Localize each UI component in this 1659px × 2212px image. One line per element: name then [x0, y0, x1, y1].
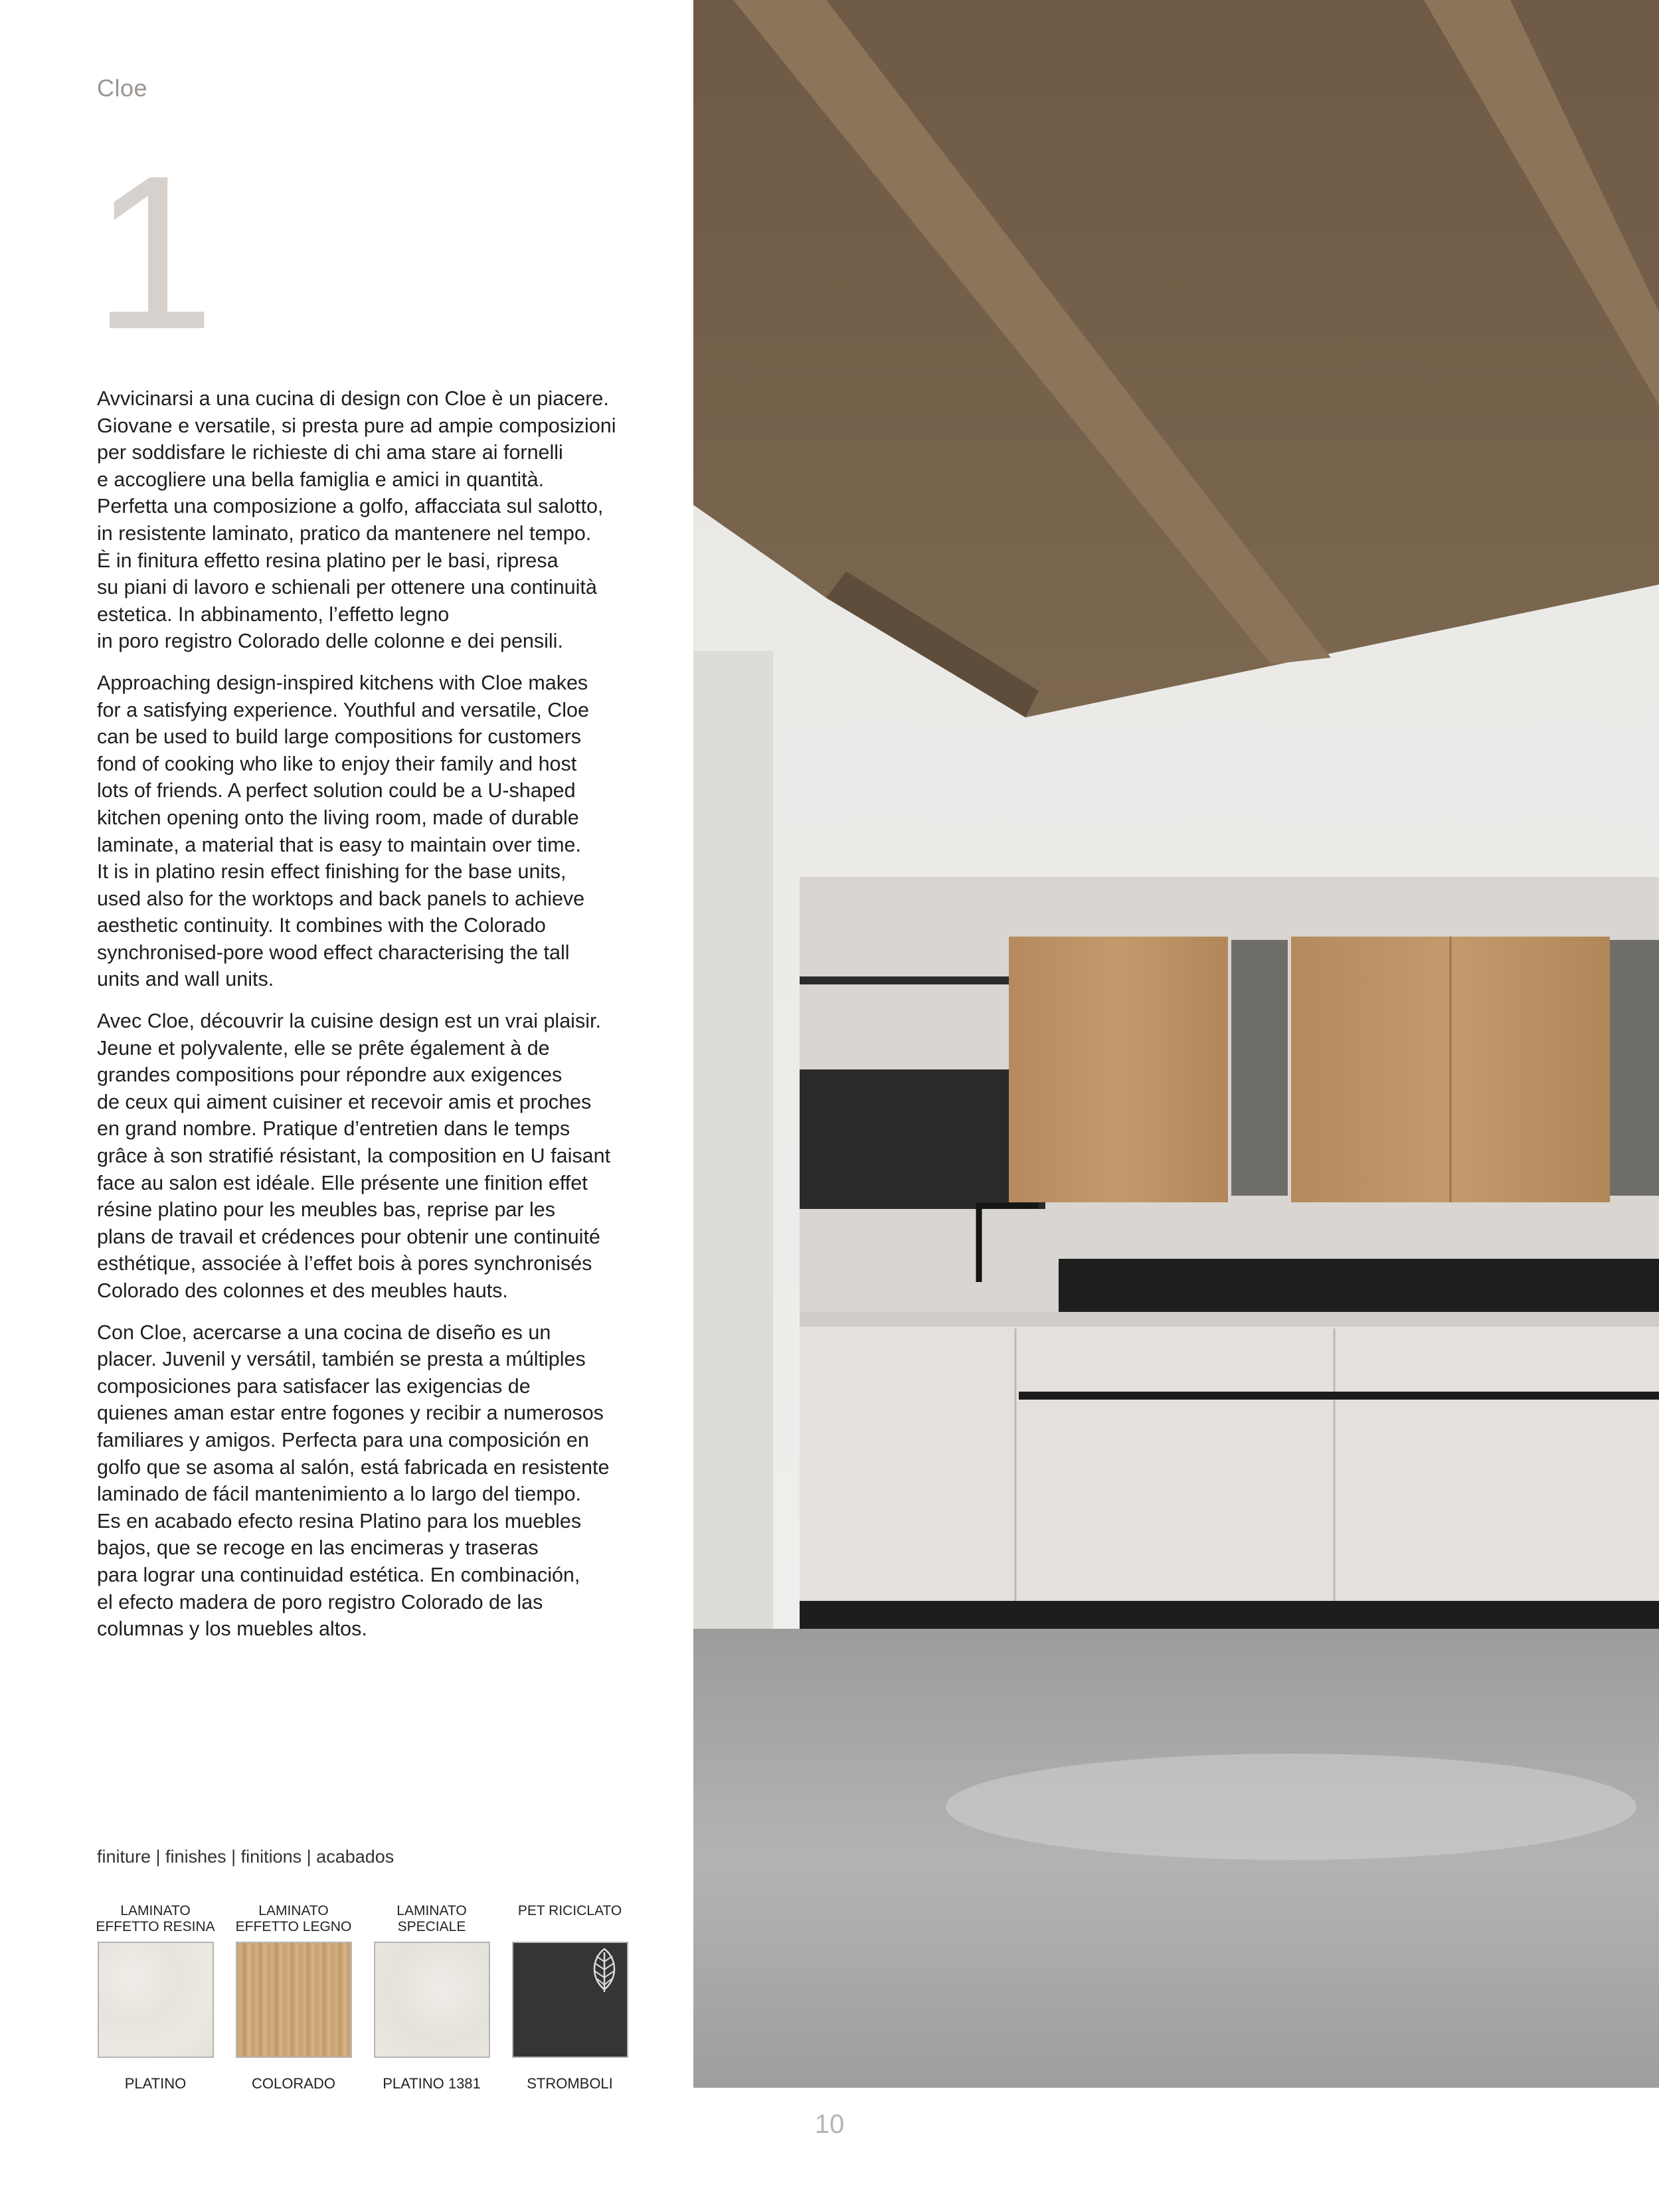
- paragraph-english: Approaching design-inspired kitchens with Cloe makes for a satisfying experience. Youthful and versatile, Cloe can be used to build large compositions for customers fond of cooking who like to enjoy their family and host lots of friends. A perfect solution could be a U-shaped kitchen opening onto the living room, made of durable laminate, a material that is easy to maintain over time. It is in platino resin effect finishing for the base units, used also for the worktops and back panels to achieve aesthetic continuity. It combines with the Colorado synchronised-pore wood effect characterising the tall units and wall units.: [97, 671, 589, 991]
- brand-label: Cloe: [97, 74, 148, 102]
- swatch-name: PLATINO: [124, 2075, 187, 2092]
- swatch-name: PLATINO 1381: [383, 2075, 481, 2092]
- leaf-icon: [586, 1947, 623, 1993]
- swatch-platino: [96, 1903, 215, 2092]
- swatch-name: STROMBOLI: [527, 2075, 613, 2092]
- swatch-chip: [98, 1942, 214, 2058]
- paragraph-spanish: Con Cloe, acercarse a una cocina de diseño es un placer. Juvenil y versátil, también se presta a múltiples composiciones para satisfacer las exigencias de quienes aman estar entre fogones y recibir a numerosos familiares y amigos. Perfecta para una composición en golfo que se asoma al salón, está fabricada en resistente laminado de fácil mantenimiento a lo largo del tiempo. Es en acabado efecto resina Platino para los muebles bajos, que se recoge en las encimeras y traseras para lograr una continuidad estética. En combinación, el efecto madera de poro registro Colorado de las columnas y los muebles altos.: [97, 1321, 610, 1641]
- swatch-category: LAMINATO EFFETTO RESINA: [96, 1903, 215, 1934]
- finish-swatches: [96, 1903, 640, 2092]
- swatch-chip: [374, 1942, 490, 2058]
- paragraph-italian: Avvicinarsi a una cucina di design con Cloe è un piacere. Giovane e versatile, si presta pure ad ampie composizioni per soddisfare le richieste di chi ama stare ai fornelli e accogliere una bella famiglia e amici in quantità. Perfetta una composizione a golfo, affacciata sul salotto, in resistente laminato, pratico da mantenere nel tempo. È in finitura effetto resina platino per le basi, ripresa su piani di lavoro e schienali per ottenere una continuità estetica. In abbinamento, l’effetto legno in poro registro Colorado delle colonne e dei pensili.: [97, 387, 616, 653]
- section-number: 1: [93, 130, 215, 375]
- swatch-chip: [236, 1942, 352, 2058]
- swatch-category: LAMINATO SPECIALE: [396, 1903, 467, 1934]
- swatch-chip: [512, 1942, 628, 2058]
- swatch-stromboli: [510, 1903, 630, 2092]
- paragraph-french: Avec Cloe, découvrir la cuisine design est un vrai plaisir. Jeune et polyvalente, elle se prête également à de grandes compositions pour répondre aux exigences de ceux qui aiment cuisiner et recevoir amis et proches en grand nombre. Pratique d’entretien dans le temps grâce à son stratifié résistant, la composition en U faisant face au salon est idéale. Elle présente une finition effet résine platino pour les meubles bas, reprise par les plans de travail et crédences pour obtenir une continuité esthétique, associée à l’effet bois à pores synchronisés Colorado des colonnes et des meubles hauts.: [97, 1010, 611, 1302]
- swatch-category: PET RICICLATO: [517, 1903, 622, 1918]
- page-number: 10: [814, 2110, 845, 2139]
- swatch-platino-1381: [372, 1903, 491, 2092]
- swatch-name: COLORADO: [252, 2075, 335, 2092]
- swatch-category: LAMINATO EFFETTO LEGNO: [235, 1903, 352, 1934]
- swatch-colorado: [234, 1903, 353, 2092]
- description-text: [97, 385, 628, 1657]
- kitchen-photo: [693, 0, 1659, 2088]
- finishes-label: finiture | finishes | finitions | acabados: [97, 1847, 394, 1867]
